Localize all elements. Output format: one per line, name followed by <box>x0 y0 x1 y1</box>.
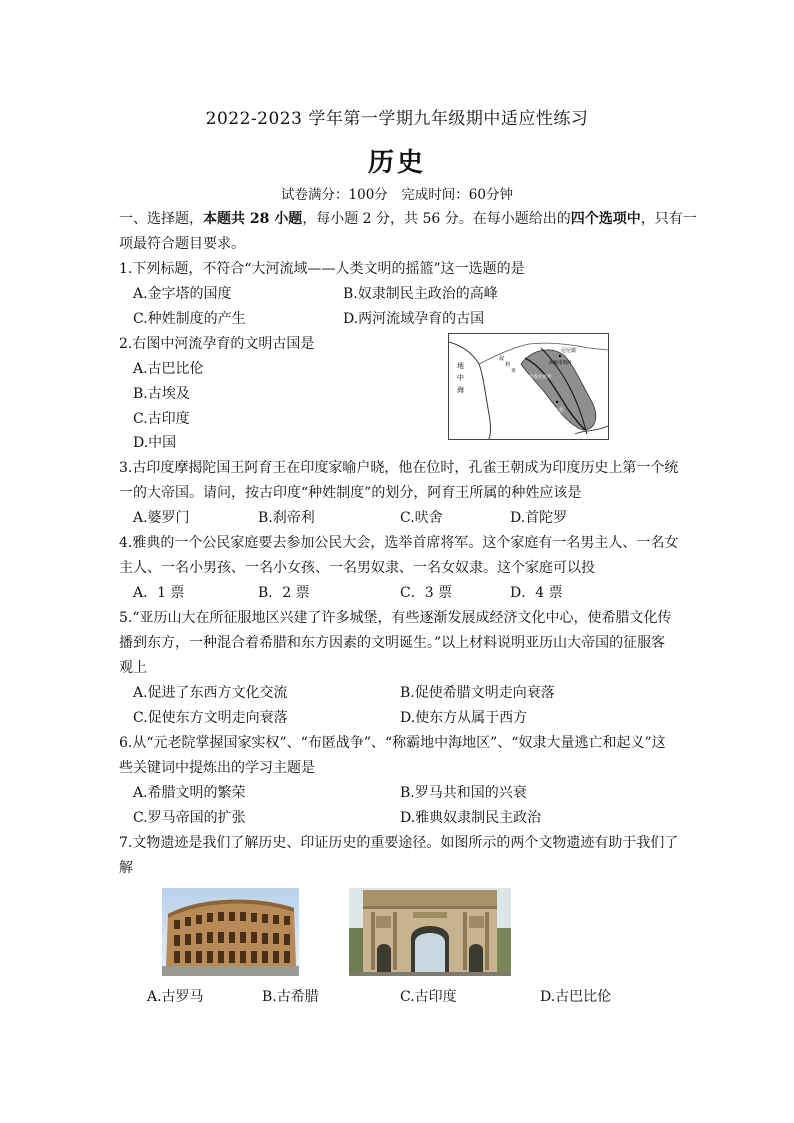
q5-stem-line2: 播到东方，一种混合着希腊和东方因素的文明诞生。”以上材料说明亚历山大帝国的征服客 <box>119 635 666 651</box>
q7-stem-line2: 解 <box>119 860 133 876</box>
q6-option-a: A.希腊文明的繁荣 <box>133 785 246 801</box>
q1-option-c: C.种姓制度的产生 <box>133 311 246 327</box>
q2-option-b: B.古埃及 <box>133 386 190 402</box>
map-label-babylon: 巴比伦 <box>549 408 565 414</box>
q4-stem-line1: 4.雅典的一个公民家庭要去参加公民大会，选举首席将军。这个家庭有一名男主人、一名女 <box>119 535 679 551</box>
triumphal-arch-photo <box>349 888 511 976</box>
map-label-tigris: 底格里斯河 <box>549 361 572 366</box>
section-heading <box>119 208 697 228</box>
q4-option-b: B．2 票 <box>258 585 310 601</box>
q2-option-a: A.古巴比伦 <box>133 361 204 377</box>
section-heading-a: 一、选择题， <box>119 211 203 227</box>
q4-option-d: D．4 票 <box>510 585 563 601</box>
q1-option-a: A.金字塔的国度 <box>133 286 232 302</box>
section-heading-e: ，只有一 <box>640 211 697 227</box>
map-label-syria-1: 叙 <box>499 356 505 362</box>
q5-option-c: C.促使东方文明走向衰落 <box>133 710 288 726</box>
q6-option-c: C.罗马帝国的扩张 <box>133 810 246 826</box>
q3-option-b: B.刹帝利 <box>258 510 315 526</box>
q6-option-d: D.雅典奴隶制民主政治 <box>400 810 542 826</box>
q7-stem-line1: 7.文物遗迹是我们了解历史、印证历史的重要途径。如图所示的两个文物遗迹有助于我们了 <box>119 835 679 851</box>
q4-option-a: A．1 票 <box>133 585 185 601</box>
q7-option-d: D.古巴比伦 <box>540 989 612 1005</box>
q3-option-d: D.首陀罗 <box>510 510 568 526</box>
q5-option-d: D.使东方从属于西方 <box>400 710 528 726</box>
q3-option-c: C.吠舍 <box>400 510 443 526</box>
map-label-syria-2: 利 <box>505 362 511 368</box>
q7-option-b: B.古希腊 <box>262 989 319 1005</box>
section-heading-line2: 项最符合题目要求。 <box>119 236 245 252</box>
q5-stem-line3: 观上 <box>119 660 147 676</box>
q3-stem-line2: 一的大帝国。请问，按古印度“种姓制度”的划分，阿育王所属的种姓应该是 <box>119 485 582 501</box>
q7-option-c: C.古印度 <box>400 989 457 1005</box>
q6-option-b: B.罗马共和国的兴衰 <box>400 785 527 801</box>
q1-stem: 1.下列标题，不符合“大河流域——人类文明的摇篮”这一选题的是 <box>119 261 525 277</box>
q3-stem-line1: 3.古印度摩揭陀国王阿育王在印度家喻户晓，他在位时，孔雀王朝成为印度历史上第一个统 <box>119 460 679 476</box>
q6-stem-line2: 些关键词中提炼出的学习主题是 <box>119 760 315 776</box>
q5-option-b: B.促使希腊文明走向衰落 <box>400 685 555 701</box>
q5-option-a: A.促进了东西方文化交流 <box>133 685 288 701</box>
q2-option-d: D.中国 <box>133 435 177 451</box>
map-drawing <box>449 334 608 439</box>
exam-meta: 试卷满分：100分 完成时间：60分钟 <box>281 187 513 203</box>
q3-option-a: A.婆罗门 <box>133 510 190 526</box>
section-heading-b: 本题共 28 小题 <box>203 211 303 227</box>
q2-option-c: C.古印度 <box>133 411 190 427</box>
map-label-syria-3: 亚 <box>511 368 517 374</box>
map-label-sea-1: 地 <box>457 362 464 370</box>
subject-title: 历史 <box>367 148 426 178</box>
mesopotamia-map <box>448 333 609 440</box>
q1-option-d: D.两河流域孕育的古国 <box>343 311 485 327</box>
exam-title: 2022-2023 学年第一学期九年级期中适应性练习 <box>205 109 589 129</box>
q7-option-a: A.古罗马 <box>147 989 204 1005</box>
q5-stem-line1: 5.“亚历山大在所征服地区兴建了许多城堡，有些逐渐发展成经济文化中心，使希腊文化传 <box>119 610 672 626</box>
map-label-nineveh: 尼尼微 <box>561 348 577 354</box>
map-label-euphrates: 幼发拉底河 <box>529 375 552 380</box>
q4-option-c: C．3 票 <box>400 585 453 601</box>
q1-option-b: B.奴隶制民主政治的高峰 <box>343 286 498 302</box>
colosseum-photo <box>162 888 299 976</box>
q6-stem-line1: 6.从“元老院掌握国家实权”、“布匿战争”、“称霸地中海地区”、“奴隶大量逃亡和起义”这 <box>119 735 666 751</box>
map-label-sea-3: 海 <box>457 386 464 394</box>
section-heading-d: 四个选项中 <box>570 211 641 227</box>
section-heading-c: ，每小题 2 分，共 56 分。在每小题给出的 <box>302 211 571 227</box>
map-label-sea-2: 中 <box>457 374 464 382</box>
q4-stem-line2: 主人、一名小男孩、一名小女孩、一名男奴隶、一名女奴隶。这个家庭可以投 <box>119 560 595 576</box>
q2-stem: 2.右图中河流孕育的文明古国是 <box>119 336 315 352</box>
